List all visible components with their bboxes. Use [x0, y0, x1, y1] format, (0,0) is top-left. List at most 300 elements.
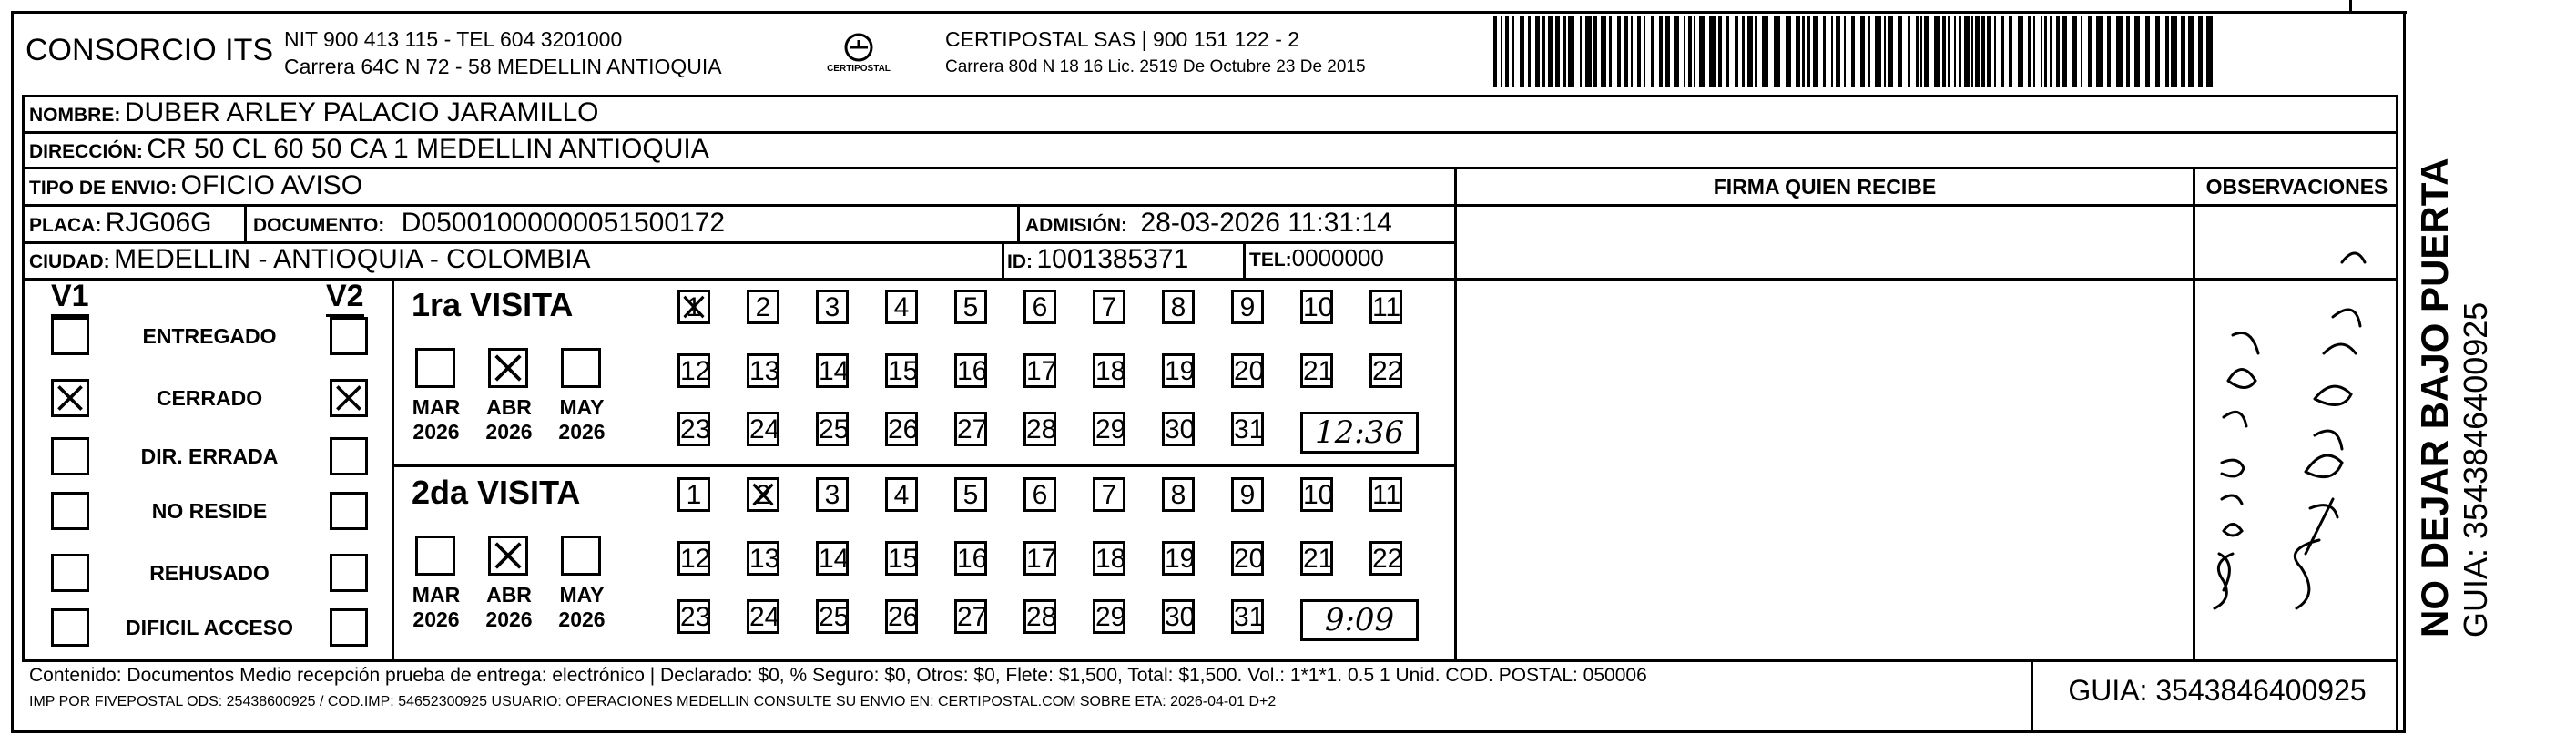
footer-line2: IMP POR FIVEPOSTAL ODS: 25438600925 / COD.IMP: 54652300925 USUARIO: OPERACIONES MEDELLIN CONSULTE SU ENVIO EN: CERTIPOSTAL.COM SOBRE ETA: 2026-04-01 D+2: [29, 694, 1277, 709]
day-number: 12: [680, 544, 711, 574]
id-value: 1001385371: [1036, 244, 1189, 274]
day-checkbox[interactable]: [885, 353, 918, 388]
barcode-bar: [2116, 16, 2123, 87]
day-checkbox[interactable]: [1023, 412, 1056, 446]
month-label: [550, 395, 614, 444]
v1-checkbox[interactable]: [51, 437, 89, 475]
day-number: 15: [888, 544, 919, 574]
direccion-value: CR 50 CL 60 50 CA 1 MEDELLIN ANTIOQUIA: [147, 134, 709, 164]
v2-checkbox[interactable]: [330, 492, 368, 530]
day-number: 10: [1303, 480, 1334, 510]
day-number: 1: [686, 480, 702, 510]
barcode-bar: [1964, 16, 1970, 87]
day-checkbox[interactable]: [954, 290, 987, 324]
day-number: 4: [893, 480, 910, 510]
day-checkbox[interactable]: [1231, 353, 1264, 388]
barcode-bar: [2041, 16, 2042, 87]
month-name: ABR: [486, 583, 532, 607]
barcode-bar: [1624, 16, 1628, 87]
tel-label: TEL:: [1249, 250, 1292, 270]
check-x-icon: [332, 382, 365, 414]
month-label: [477, 395, 541, 444]
day-checkbox[interactable]: [954, 353, 987, 388]
day-number: 27: [957, 602, 988, 632]
day-checkbox[interactable]: [1162, 541, 1195, 576]
barcode-bar: [2134, 16, 2140, 87]
day-number: 11: [1372, 292, 1401, 322]
day-checkbox[interactable]: [1231, 541, 1264, 576]
day-number: 31: [1234, 414, 1265, 444]
barcode-bar: [2088, 16, 2092, 87]
barcode-bar: [2181, 16, 2185, 87]
barcode-bar: [1884, 16, 1886, 87]
day-number: 28: [1026, 414, 1057, 444]
barcode-bar: [1920, 16, 1922, 87]
admision-value: 28-03-2026 11:31:14: [1140, 208, 1392, 238]
day-checkbox[interactable]: [954, 412, 987, 446]
placa-value: RJG06G: [105, 208, 212, 238]
day-checkbox[interactable]: [1093, 599, 1125, 634]
barcode-bar: [1888, 16, 1893, 87]
day-number: 18: [1095, 544, 1126, 574]
day-number: 10: [1303, 292, 1334, 322]
day-checkbox[interactable]: [1231, 412, 1264, 446]
day-checkbox[interactable]: [1093, 290, 1125, 324]
day-number: 20: [1234, 356, 1265, 386]
day-checkbox[interactable]: [1023, 541, 1056, 576]
day-checkbox[interactable]: [1093, 541, 1125, 576]
v2-checkbox[interactable]: [330, 379, 368, 417]
barcode-bar: [1831, 16, 1833, 87]
visit-time-field[interactable]: 9:09: [1300, 599, 1419, 641]
day-number: 31: [1234, 602, 1265, 632]
day-number: 26: [888, 602, 919, 632]
barcode-bar: [1994, 16, 1996, 87]
day-number: 7: [1101, 292, 1117, 322]
barcode: [1493, 16, 2222, 87]
certi-line1: CERTIPOSTAL SAS | 900 151 122 - 2: [945, 27, 1300, 51]
day-checkbox[interactable]: [1300, 290, 1333, 324]
day-number: 11: [1372, 480, 1401, 510]
day-checkbox[interactable]: [1369, 541, 1402, 576]
id-label: ID:: [1007, 251, 1033, 272]
barcode-bar: [1637, 16, 1641, 87]
placa-label: PLACA:: [29, 215, 102, 236]
day-number: 4: [893, 292, 910, 322]
v2-checkbox[interactable]: [330, 608, 368, 647]
barcode-bar: [1975, 16, 1980, 87]
day-checkbox[interactable]: [954, 477, 987, 512]
check-x-icon: [491, 538, 525, 573]
day-checkbox[interactable]: [747, 353, 779, 388]
month-year: 2026: [412, 420, 460, 444]
month-label: [477, 583, 541, 632]
day-checkbox[interactable]: [885, 477, 918, 512]
month-year: 2026: [558, 420, 606, 444]
day-checkbox[interactable]: [885, 599, 918, 634]
v1-checkbox[interactable]: [51, 608, 89, 647]
tel-value: 0000000: [1291, 244, 1384, 271]
day-checkbox[interactable]: [816, 541, 849, 576]
barcode-bar: [1802, 16, 1805, 87]
barcode-bar: [1493, 16, 1497, 87]
barcode-bar: [1528, 16, 1531, 87]
footer-guia: GUIA: 3543846400925: [2068, 674, 2367, 707]
month-checkbox[interactable]: [415, 536, 455, 576]
day-number: 29: [1095, 414, 1126, 444]
day-number: 5: [962, 292, 979, 322]
status-label: DIR. ERRADA: [140, 444, 279, 468]
barcode-bar: [1542, 16, 1545, 87]
month-name: MAR: [412, 395, 461, 419]
v2-checkbox[interactable]: [330, 317, 368, 355]
day-checkbox[interactable]: [1162, 290, 1195, 324]
barcode-bar: [2072, 16, 2077, 87]
barcode-bar: [1585, 16, 1592, 87]
day-checkbox[interactable]: [816, 477, 849, 512]
ciudad-value: MEDELLIN - ANTIOQUIA - COLOMBIA: [114, 244, 591, 274]
day-checkbox[interactable]: [1369, 290, 1402, 324]
barcode-bar: [2145, 16, 2150, 87]
month-name: MAR: [412, 583, 461, 607]
visit-time-field[interactable]: 12:36: [1300, 412, 1419, 454]
firma-header: FIRMA QUIEN RECIBE: [1713, 175, 1937, 199]
barcode-bar: [1742, 16, 1745, 87]
barcode-bar: [1959, 16, 1961, 87]
barcode-bar: [1981, 16, 1985, 87]
day-checkbox[interactable]: [677, 412, 710, 446]
barcode-bar: [1617, 16, 1621, 87]
day-number: 19: [1165, 544, 1196, 574]
day-checkbox[interactable]: [1023, 353, 1056, 388]
barcode-bar: [2188, 16, 2194, 87]
day-number: 30: [1165, 602, 1196, 632]
barcode-bar: [1555, 16, 1560, 87]
day-checkbox[interactable]: [677, 290, 710, 324]
nombre-label: NOMBRE:: [29, 105, 121, 126]
barcode-bar: [1954, 16, 1956, 87]
v1-label: V1: [51, 279, 89, 317]
day-number: 9: [1239, 292, 1256, 322]
barcode-bar: [1844, 16, 1846, 87]
day-number: 23: [680, 414, 711, 444]
barcode-bar: [1580, 16, 1582, 87]
day-number: 22: [1372, 544, 1403, 574]
company-name: CONSORCIO ITS: [25, 33, 274, 67]
day-checkbox[interactable]: [1093, 353, 1125, 388]
status-label: DIFICIL ACCESO: [125, 616, 293, 639]
barcode-bar: [1934, 16, 1940, 87]
day-checkbox[interactable]: [1300, 353, 1333, 388]
barcode-bar: [1908, 16, 1910, 87]
day-number: 2: [755, 480, 771, 510]
barcode-bar: [1823, 16, 1826, 87]
barcode-bar: [1709, 16, 1716, 87]
v1-checkbox[interactable]: [51, 317, 89, 355]
month-label: [550, 583, 614, 632]
barcode-bar: [1563, 16, 1566, 87]
day-number: 16: [957, 356, 988, 386]
v2-label: V2: [326, 279, 364, 317]
day-checkbox[interactable]: [885, 290, 918, 324]
day-number: 14: [819, 544, 850, 574]
day-checkbox[interactable]: [816, 353, 849, 388]
barcode-bar: [1548, 16, 1553, 87]
day-number: 12: [680, 356, 711, 386]
day-number: 1: [686, 292, 702, 322]
barcode-bar: [1631, 16, 1633, 87]
day-number: 6: [1032, 292, 1048, 322]
day-number: 13: [749, 356, 780, 386]
barcode-bar: [2056, 16, 2060, 87]
tipo-value: OFICIO AVISO: [180, 170, 363, 200]
barcode-bar: [1512, 16, 1514, 87]
visit-title: 2da VISITA: [412, 474, 581, 511]
day-number: 27: [957, 414, 988, 444]
barcode-bar: [2165, 16, 2169, 87]
month-checkbox[interactable]: [488, 536, 528, 576]
barcode-bar: [1501, 16, 1502, 87]
barcode-bar: [2155, 16, 2160, 87]
check-x-icon: [491, 351, 525, 385]
day-checkbox[interactable]: [1023, 599, 1056, 634]
side-warning: NO DEJAR BAJO PUERTA: [2413, 158, 2456, 638]
ciudad-label: CIUDAD:: [29, 251, 110, 272]
barcode-bar: [1747, 16, 1753, 87]
day-checkbox[interactable]: [677, 599, 710, 634]
direccion-label: DIRECCIÓN:: [29, 141, 143, 162]
company-line2: Carrera 64C N 72 - 58 MEDELLIN ANTIOQUIA: [284, 55, 722, 78]
day-checkbox[interactable]: [1300, 541, 1333, 576]
check-x-icon: [54, 382, 87, 414]
barcode-bar: [1762, 16, 1768, 87]
barcode-bar: [1860, 16, 1865, 87]
day-number: 23: [680, 602, 711, 632]
barcode-bar: [1609, 16, 1612, 87]
barcode-bar: [1916, 16, 1919, 87]
month-label: [404, 395, 468, 444]
barcode-bar: [1665, 16, 1670, 87]
barcode-bar: [1568, 16, 1574, 87]
day-checkbox[interactable]: [1369, 353, 1402, 388]
day-number: 28: [1026, 602, 1057, 632]
month-year: 2026: [485, 607, 533, 631]
day-checkbox[interactable]: [1162, 477, 1195, 512]
day-checkbox[interactable]: [1093, 477, 1125, 512]
footer-line1: Contenido: Documentos Medio recepción prueba de entrega: electrónico | Declarado: $0, % Seguro: $0, Otros: $0, Flete: $1,500, Total: $1,500. Vol.: 1*1*1. 0.5 1 Unid. COD. POSTAL: 050006: [29, 665, 1647, 686]
company-line1: NIT 900 413 115 - TEL 604 3201000: [284, 27, 623, 51]
day-checkbox[interactable]: [747, 477, 779, 512]
day-checkbox[interactable]: [1023, 477, 1056, 512]
barcode-bar: [2001, 16, 2004, 87]
month-checkbox[interactable]: [561, 536, 601, 576]
month-year: 2026: [558, 607, 606, 631]
day-checkbox[interactable]: [885, 412, 918, 446]
barcode-bar: [1735, 16, 1738, 87]
barcode-bar: [2028, 16, 2031, 87]
barcode-bar: [1755, 16, 1757, 87]
day-checkbox[interactable]: [1093, 412, 1125, 446]
month-checkbox[interactable]: [415, 348, 455, 388]
barcode-bar: [1718, 16, 1722, 87]
barcode-bar: [1644, 16, 1645, 87]
barcode-bar: [2009, 16, 2012, 87]
v2-checkbox[interactable]: [330, 554, 368, 592]
day-number: 22: [1372, 356, 1403, 386]
day-number: 21: [1303, 356, 1334, 386]
barcode-bar: [2171, 16, 2177, 87]
day-number: 3: [824, 480, 840, 510]
v1-checkbox[interactable]: [51, 554, 89, 592]
day-number: 6: [1032, 480, 1048, 510]
barcode-bar: [1726, 16, 1729, 87]
day-number: 17: [1026, 356, 1057, 386]
day-checkbox[interactable]: [747, 290, 779, 324]
certi-line2: Carrera 80d N 18 16 Lic. 2519 De Octubre 23 De 2015: [945, 57, 1366, 77]
barcode-bar: [2107, 16, 2111, 87]
day-checkbox[interactable]: [747, 599, 779, 634]
barcode-bar: [1875, 16, 1881, 87]
v1-checkbox[interactable]: [51, 492, 89, 530]
month-name: ABR: [486, 395, 532, 419]
barcode-bar: [2044, 16, 2047, 87]
documento-value: D05001000000051500172: [401, 208, 726, 238]
day-number: 8: [1170, 480, 1186, 510]
barcode-bar: [1796, 16, 1800, 87]
day-number: 13: [749, 544, 780, 574]
month-name: MAY: [559, 395, 605, 419]
month-year: 2026: [412, 607, 460, 631]
status-label: CERRADO: [156, 386, 263, 410]
barcode-bar: [1699, 16, 1705, 87]
day-number: 9: [1239, 480, 1256, 510]
day-number: 5: [962, 480, 979, 510]
barcode-bar: [2062, 16, 2067, 87]
day-number: 24: [749, 602, 780, 632]
barcode-bar: [1948, 16, 1950, 87]
day-checkbox[interactable]: [747, 541, 779, 576]
barcode-bar: [1505, 16, 1509, 87]
day-checkbox[interactable]: [816, 290, 849, 324]
day-checkbox[interactable]: [885, 541, 918, 576]
side-text-block: [2413, 0, 2576, 638]
barcode-bar: [1684, 16, 1685, 87]
observaciones-handwriting: [2196, 208, 2397, 659]
barcode-bar: [1659, 16, 1663, 87]
day-checkbox[interactable]: [1162, 412, 1195, 446]
day-checkbox[interactable]: [816, 599, 849, 634]
nombre-value: DUBER ARLEY PALACIO JARAMILLO: [124, 97, 599, 128]
day-number: 8: [1170, 292, 1186, 322]
side-guia: GUIA: 3543846400925: [2457, 301, 2494, 638]
day-checkbox[interactable]: [1231, 599, 1264, 634]
day-checkbox[interactable]: [747, 412, 779, 446]
barcode-bar: [1836, 16, 1840, 87]
day-number: 24: [749, 414, 780, 444]
day-number: 15: [888, 356, 919, 386]
barcode-bar: [1651, 16, 1654, 87]
day-checkbox[interactable]: [1023, 290, 1056, 324]
day-number: 20: [1234, 544, 1265, 574]
day-checkbox[interactable]: [816, 412, 849, 446]
day-checkbox[interactable]: [677, 541, 710, 576]
barcode-bar: [1813, 16, 1818, 87]
month-checkbox[interactable]: [561, 348, 601, 388]
day-checkbox[interactable]: [1162, 353, 1195, 388]
day-checkbox[interactable]: [1369, 477, 1402, 512]
day-number: 16: [957, 544, 988, 574]
barcode-bar: [2050, 16, 2052, 87]
day-number: 17: [1026, 544, 1057, 574]
visit-title: 1ra VISITA: [412, 286, 574, 323]
barcode-bar: [1942, 16, 1946, 87]
barcode-bar: [2033, 16, 2035, 87]
barcode-bar: [1851, 16, 1855, 87]
day-number: 18: [1095, 356, 1126, 386]
day-checkbox[interactable]: [954, 599, 987, 634]
barcode-bar: [1674, 16, 1679, 87]
barcode-bar: [1987, 16, 1991, 87]
day-number: 2: [755, 292, 771, 322]
day-number: 21: [1303, 544, 1334, 574]
month-checkbox[interactable]: [488, 348, 528, 388]
status-label: REHUSADO: [149, 561, 270, 585]
day-number: 30: [1165, 414, 1196, 444]
barcode-bar: [1924, 16, 1929, 87]
documento-label: DOCUMENTO:: [253, 215, 385, 236]
logo-text: CERTIPOSTAL: [827, 64, 891, 74]
day-checkbox[interactable]: [1300, 477, 1333, 512]
barcode-bar: [2206, 16, 2213, 87]
barcode-bar: [1774, 16, 1780, 87]
day-number: 29: [1095, 602, 1126, 632]
barcode-bar: [1868, 16, 1870, 87]
day-number: 19: [1165, 356, 1196, 386]
admision-label: ADMISIÓN:: [1025, 215, 1127, 236]
day-checkbox[interactable]: [1231, 477, 1264, 512]
day-number: 3: [824, 292, 840, 322]
barcode-bar: [1601, 16, 1606, 87]
v1-checkbox[interactable]: [51, 379, 89, 417]
day-checkbox[interactable]: [677, 353, 710, 388]
day-checkbox[interactable]: [677, 477, 710, 512]
day-number: 7: [1101, 480, 1117, 510]
month-name: MAY: [559, 583, 605, 607]
barcode-bar: [2018, 16, 2023, 87]
day-checkbox[interactable]: [954, 541, 987, 576]
barcode-bar: [1688, 16, 1692, 87]
status-label: NO RESIDE: [151, 499, 268, 523]
barcode-bar: [1535, 16, 1540, 87]
month-label: [404, 583, 468, 632]
v2-checkbox[interactable]: [330, 437, 368, 475]
barcode-bar: [1694, 16, 1695, 87]
day-checkbox[interactable]: [1231, 290, 1264, 324]
day-number: 26: [888, 414, 919, 444]
barcode-bar: [2198, 16, 2203, 87]
certipostal-logo: [809, 29, 909, 79]
barcode-bar: [2096, 16, 2103, 87]
day-number: 25: [819, 414, 850, 444]
day-number: 25: [819, 602, 850, 632]
barcode-bar: [2081, 16, 2082, 87]
barcode-bar: [1593, 16, 1597, 87]
day-checkbox[interactable]: [1162, 599, 1195, 634]
month-year: 2026: [485, 420, 533, 444]
barcode-bar: [1971, 16, 1973, 87]
barcode-bar: [1807, 16, 1810, 87]
day-number: 14: [819, 356, 850, 386]
